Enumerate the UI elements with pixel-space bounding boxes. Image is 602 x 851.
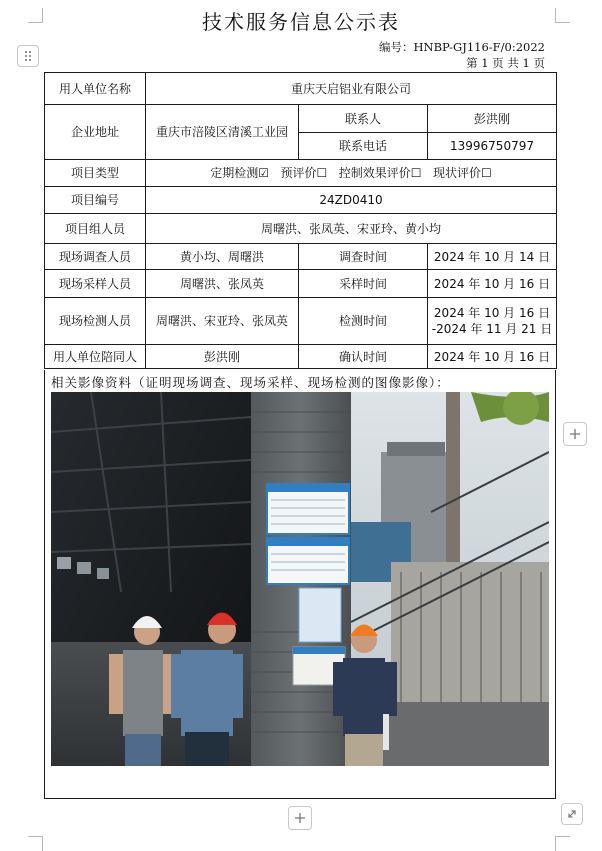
project-no-value[interactable]: 24ZD0410 [146,187,557,214]
add-row-button[interactable] [288,806,312,830]
table-row [45,270,557,298]
table-row [45,105,557,133]
photo-caption: 相关影像资料（证明现场调查、现场采样、现场检测的图像影像）： [51,375,450,390]
survey-staff-label: 现场调查人员 [45,244,146,270]
sampling-time-label: 采样时间 [299,270,428,298]
address-value[interactable]: 重庆市涪陵区清溪工业园 [146,105,299,160]
table-row [45,298,557,345]
page-info: 第 1 页 共 1 页 [466,56,545,70]
checkbox-icon[interactable]: ☐ [316,166,328,180]
project-no-label: 项目编号 [45,187,146,214]
document-code: 编号：HNBP-GJ116-F/0:2022 [379,40,545,54]
sampling-time-value[interactable]: 2024 年 10 月 16 日 [428,270,557,298]
grip-dots-icon [23,50,33,62]
resize-icon [566,808,578,820]
escort-value[interactable]: 彭洪刚 [146,345,299,369]
testing-staff-label: 现场检测人员 [45,298,146,345]
testing-staff-value[interactable]: 周曙洪、宋亚玲、张凤英 [146,298,299,345]
address-label: 企业地址 [45,105,146,160]
confirm-time-value[interactable]: 2024 年 10 月 16 日 [428,345,557,369]
testing-time-value[interactable] [428,298,557,345]
plus-icon [569,428,581,440]
confirm-time-label: 确认时间 [299,345,428,369]
contact-label: 联系人 [299,105,428,133]
table-row [45,160,557,187]
client-name-label: 用人单位名称 [45,73,146,105]
table-row [45,73,557,105]
team-label: 项目组人员 [45,214,146,244]
resize-table-button[interactable] [561,803,583,825]
add-column-button[interactable] [563,422,587,446]
checkbox-icon[interactable]: ☐ [410,166,422,180]
testing-time-end: -2024 年 11 月 21 日 [431,322,553,336]
survey-time-value[interactable]: 2024 年 10 月 14 日 [428,244,557,270]
survey-staff-value[interactable]: 黄小均、周曙洪 [146,244,299,270]
checkbox-icon[interactable]: ☐ [480,166,492,180]
project-type-options [146,160,557,187]
info-table [44,72,557,369]
table-row [45,187,557,214]
table-row [45,345,557,369]
project-type-option[interactable]: 现状评价☐ [432,166,492,180]
client-name-value[interactable]: 重庆天启铝业有限公司 [146,73,557,105]
table-row [45,214,557,244]
site-photo-image [51,392,549,766]
sampling-staff-label: 现场采样人员 [45,270,146,298]
project-type-option[interactable]: 控制效果评价☐ [338,166,422,180]
contact-value[interactable]: 彭洪刚 [428,105,557,133]
document-title: 技术服务信息公示表 [202,10,400,34]
sampling-staff-value[interactable]: 周曙洪、张凤英 [146,270,299,298]
checkbox-checked-icon[interactable]: ☑ [258,166,270,180]
drag-handle-button[interactable] [17,45,39,67]
project-type-option[interactable]: 定期检测☑ [210,166,270,180]
site-photo[interactable] [51,392,549,766]
phone-value[interactable]: 13996750797 [428,133,557,160]
survey-time-label: 调查时间 [299,244,428,270]
testing-time-start: 2024 年 10 月 16 日 [433,306,551,320]
testing-time-label: 检测时间 [299,298,428,345]
photo-section [44,370,556,799]
phone-label: 联系电话 [299,133,428,160]
plus-icon [294,812,306,824]
project-type-label: 项目类型 [45,160,146,187]
table-row [45,244,557,270]
escort-label: 用人单位陪同人 [45,345,146,369]
team-value[interactable]: 周曙洪、张凤英、宋亚玲、黄小均 [146,214,557,244]
project-type-option[interactable]: 预评价☐ [280,166,328,180]
